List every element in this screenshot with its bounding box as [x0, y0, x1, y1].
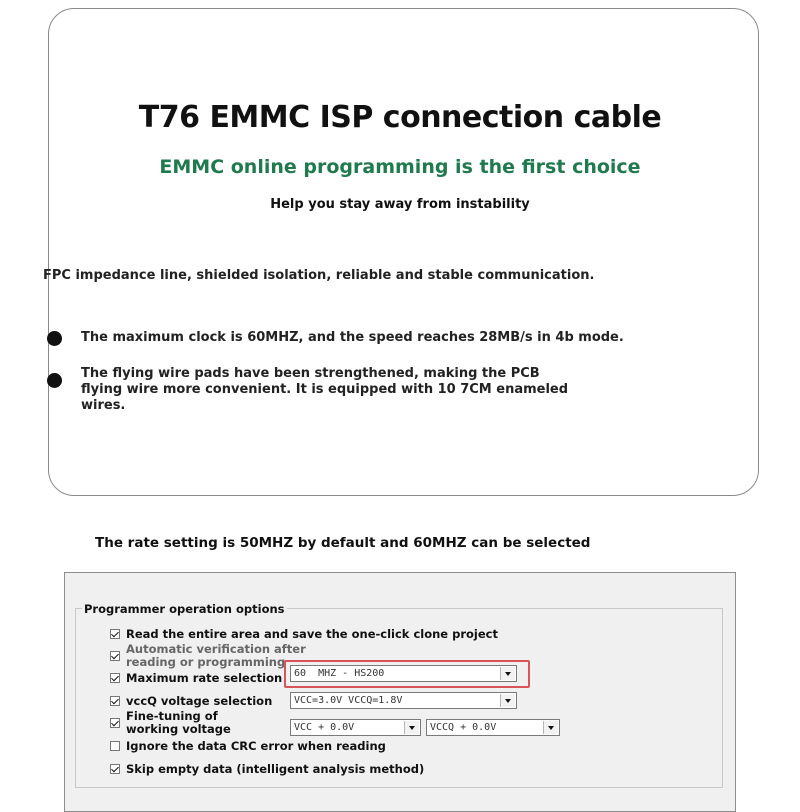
checkbox-checked-icon[interactable]	[110, 718, 120, 728]
subtitle: EMMC online programming is the first choice	[159, 156, 641, 178]
group-title: Programmer operation options	[84, 602, 285, 616]
intro-text: FPC impedance line, shielded isolation, reliable and stable communication.	[43, 268, 595, 283]
checkbox-checked-icon[interactable]	[110, 673, 120, 683]
tagline: Help you stay away from instability	[270, 197, 530, 212]
vccq-voltage-select[interactable]: VCC=3.0V VCCQ=1.8V	[290, 692, 517, 709]
bullet-line: flying wire more convenient. It is equipped with 10 7CM enameled	[81, 382, 569, 397]
bullet-line: The flying wire pads have been strengthened, making the PCB	[81, 366, 540, 381]
bullet-item-clock: The maximum clock is 60MHZ, and the speed reaches 28MB/s in 4b mode.	[81, 330, 624, 345]
checkbox-checked-icon[interactable]	[110, 651, 120, 661]
page-title: T76 EMMC ISP connection cable	[138, 100, 662, 135]
vccq-tune-select[interactable]: VCCQ + 0.0V	[426, 719, 560, 736]
option-vccq-voltage[interactable]: vccQ voltage selection	[110, 694, 272, 708]
option-ignore-crc[interactable]: Ignore the data CRC error when reading	[110, 739, 386, 753]
option-max-rate[interactable]: Maximum rate selection	[110, 671, 282, 685]
option-skip-empty[interactable]: Skip empty data (intelligent analysis method)	[110, 762, 424, 776]
bullet-line: wires.	[81, 398, 126, 413]
vcc-tune-select[interactable]: VCC + 0.0V	[290, 719, 421, 736]
bullet-item-pads	[81, 366, 568, 414]
rate-note: The rate setting is 50MHZ by default and 60MHZ can be selected	[95, 535, 591, 551]
option-auto-verify[interactable]: Automatic verification after reading or programming	[110, 643, 306, 669]
product-info-card	[48, 8, 759, 496]
max-rate-select[interactable]: 60 MHZ - HS200	[290, 665, 517, 682]
bullet-dot-icon	[47, 373, 62, 388]
highlight-box	[284, 660, 530, 688]
option-read-entire-area[interactable]: Read the entire area and save the one-click clone project	[110, 627, 498, 641]
dropdown-arrow-icon[interactable]	[543, 721, 558, 734]
checkbox-unchecked-icon[interactable]	[110, 741, 120, 751]
checkbox-checked-icon[interactable]	[110, 696, 120, 706]
bullet-dot-icon	[47, 331, 62, 346]
option-fine-tuning[interactable]: Fine-tuning of working voltage	[110, 710, 231, 736]
checkbox-checked-icon[interactable]	[110, 629, 120, 639]
dropdown-arrow-icon[interactable]	[500, 694, 515, 707]
dropdown-arrow-icon[interactable]	[404, 721, 419, 734]
checkbox-checked-icon[interactable]	[110, 764, 120, 774]
